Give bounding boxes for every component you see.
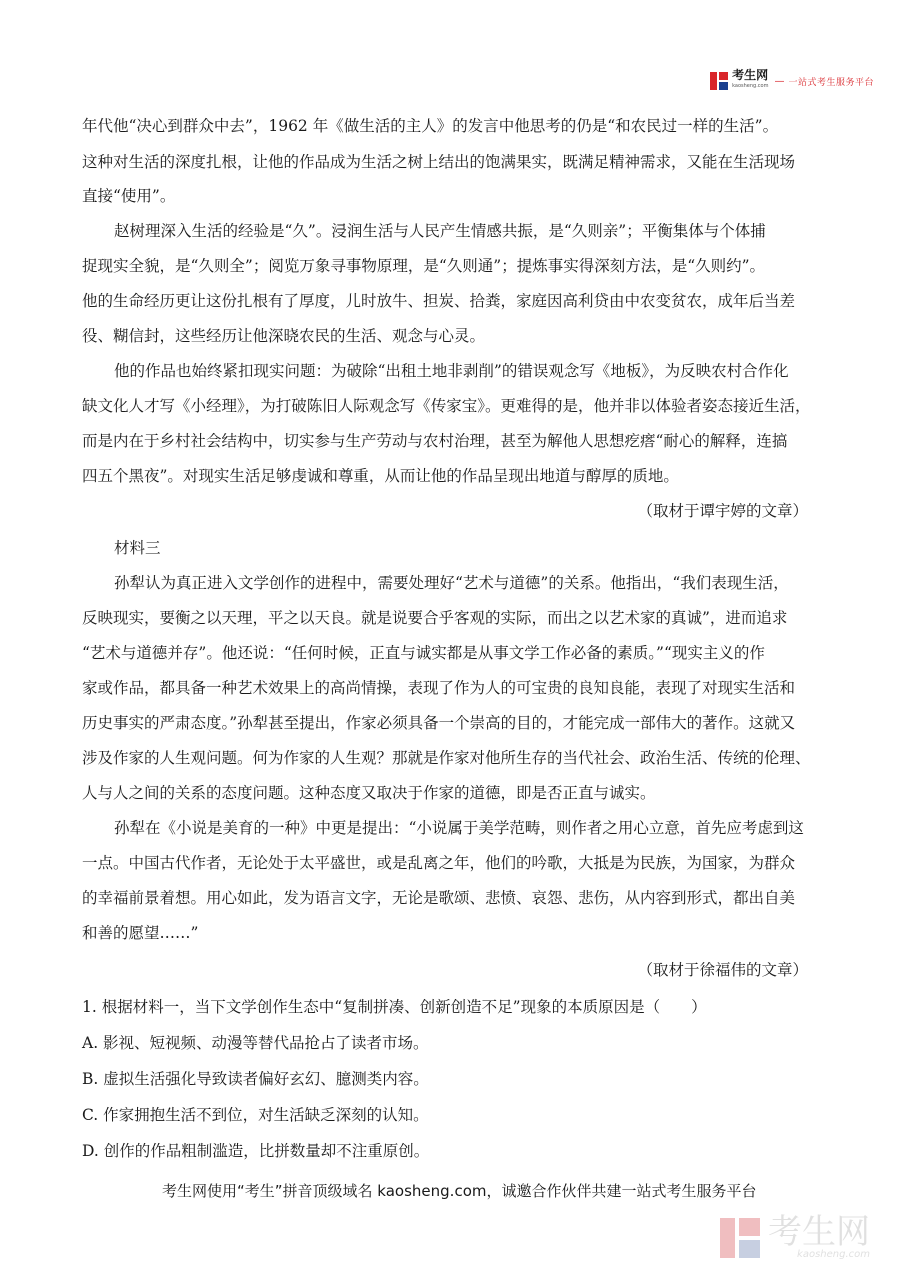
- answer-option-d[interactable]: D. 创作的作品粗制滥造，比拼数量却不注重原创。: [82, 1142, 430, 1160]
- body-line: 役、糊信封，这些经历让他深晓农民的生活、观念与心灵。: [82, 327, 486, 345]
- body-line: 孙犁在《小说是美育的一种》中更是提出：“小说属于美学范畴，则作者之用心立意，首先应考虑到这: [114, 819, 804, 837]
- body-line: 直接“使用”。: [82, 187, 176, 205]
- body-line: 捉现实全貌，是“久则全”；阅览万象寻事物原理，是“久则通”；提炼事实得深刻方法，是“久则约”。: [82, 257, 766, 275]
- answer-option-b[interactable]: B. 虚拟生活强化导致读者偏好玄幻、臆测类内容。: [82, 1070, 429, 1088]
- body-line: 缺文化人才写《小经理》，为打破陈旧人际观念写《传家宝》。更难得的是，他并非以体验者姿态接近生活，: [82, 397, 811, 415]
- body-line: 他的生命经历更让这份扎根有了厚度，儿时放牛、担炭、拾粪，家庭因高利贷由中农变贫农，成年后当差: [82, 292, 796, 310]
- logo-separator: —: [774, 75, 785, 87]
- body-line: 家或作品，都具备一种艺术效果上的高尚情操，表现了作为人的可宝贵的良知良能，表现了对现实生活和: [82, 679, 796, 697]
- body-line: 年代他“决心到群众中去”，1962 年《做生活的主人》的发言中他思考的仍是“和农民过一样的生活”。: [82, 117, 779, 135]
- body-line: 这种对生活的深度扎根，让他的作品成为生活之树上结出的饱满果实，既满足精神需求，又能在生活现场: [82, 153, 796, 171]
- section-heading: 材料三: [114, 539, 161, 557]
- logo-domain: kaosheng.com: [732, 83, 769, 89]
- source-citation: （取材于徐福伟的文章）: [637, 961, 808, 979]
- body-line: 而是内在于乡村社会结构中，切实参与生产劳动与农村治理，甚至为解他人思想疙瘩“耐心的解释，连搞: [82, 432, 788, 450]
- body-line: 他的作品也始终紧扣现实问题：为破除“出租土地非剥削”的错误观念写《地板》，为反映农村合作化: [114, 362, 789, 380]
- body-line: 和善的愿望……”: [82, 924, 199, 942]
- body-line: 历史事实的严肃态度。”孙犁甚至提出，作家必须具备一个崇高的目的，才能完成一部伟大的著作。这就又: [82, 714, 796, 732]
- kaosheng-logo-icon: [710, 72, 728, 90]
- body-line: 涉及作家的人生观问题。何为作家的人生观？那就是作家对他所生存的当代社会、政治生活、传统的伦理、: [82, 749, 811, 767]
- body-line: “艺术与道德并存”。他还说：“任何时候，正直与诚实都是从事文学工作必备的素质。”“现实主义的作: [82, 644, 765, 662]
- watermark-text: 考生网: [768, 1212, 870, 1252]
- body-line: 孙犁认为真正进入文学创作的进程中，需要处理好“艺术与道德”的关系。他指出，“我们表现生活，: [114, 574, 789, 592]
- body-line: 四五个黑夜”。对现实生活足够虔诚和尊重，从而让他的作品呈现出地道与醇厚的质地。: [82, 467, 679, 485]
- question-stem: 1. 根据材料一，当下文学创作生态中“复制拼凑、创新创造不足”现象的本质原因是（ ）: [82, 998, 707, 1016]
- body-line: 的幸福前景着想。用心如此，发为语言文字，无论是歌颂、悲愤、哀怨、悲伤，从内容到形式，都出自美: [82, 889, 796, 907]
- footer-note: 考生网使用“考生”拼音顶级域名 kaosheng.com，诚邀合作伙伴共建一站式考生服务平台: [162, 1182, 757, 1200]
- answer-option-a[interactable]: A. 影视、短视频、动漫等替代品抢占了读者市场。: [82, 1034, 429, 1052]
- watermark: [720, 1212, 870, 1260]
- watermark-domain: kaosheng.com: [797, 1249, 870, 1260]
- body-line: 一点。中国古代作者，无论处于太平盛世，或是乱离之年，他们的吟歌，大抵是为民族，为国家，为群众: [82, 854, 796, 872]
- source-citation: （取材于谭宇婷的文章）: [637, 502, 808, 520]
- logo-slogan: 一站式考生服务平台: [788, 77, 874, 88]
- body-line: 反映现实，要衡之以天理，平之以天良。就是说要合乎客观的实际，而出之以艺术家的真诚”，进而追求: [82, 609, 788, 627]
- body-line: 人与人之间的关系的态度问题。这种态度又取决于作家的道德，即是否正直与诚实。: [82, 784, 656, 802]
- header-logo: [710, 70, 874, 92]
- watermark-logo-icon: [720, 1218, 760, 1258]
- answer-option-c[interactable]: C. 作家拥抱生活不到位，对生活缺乏深刻的认知。: [82, 1106, 429, 1124]
- logo-name: 考生网 kaosheng.com: [732, 70, 768, 92]
- body-line: 赵树理深入生活的经验是“久”。浸润生活与人民产生情感共振，是“久则亲”；平衡集体与个体捕: [114, 222, 766, 240]
